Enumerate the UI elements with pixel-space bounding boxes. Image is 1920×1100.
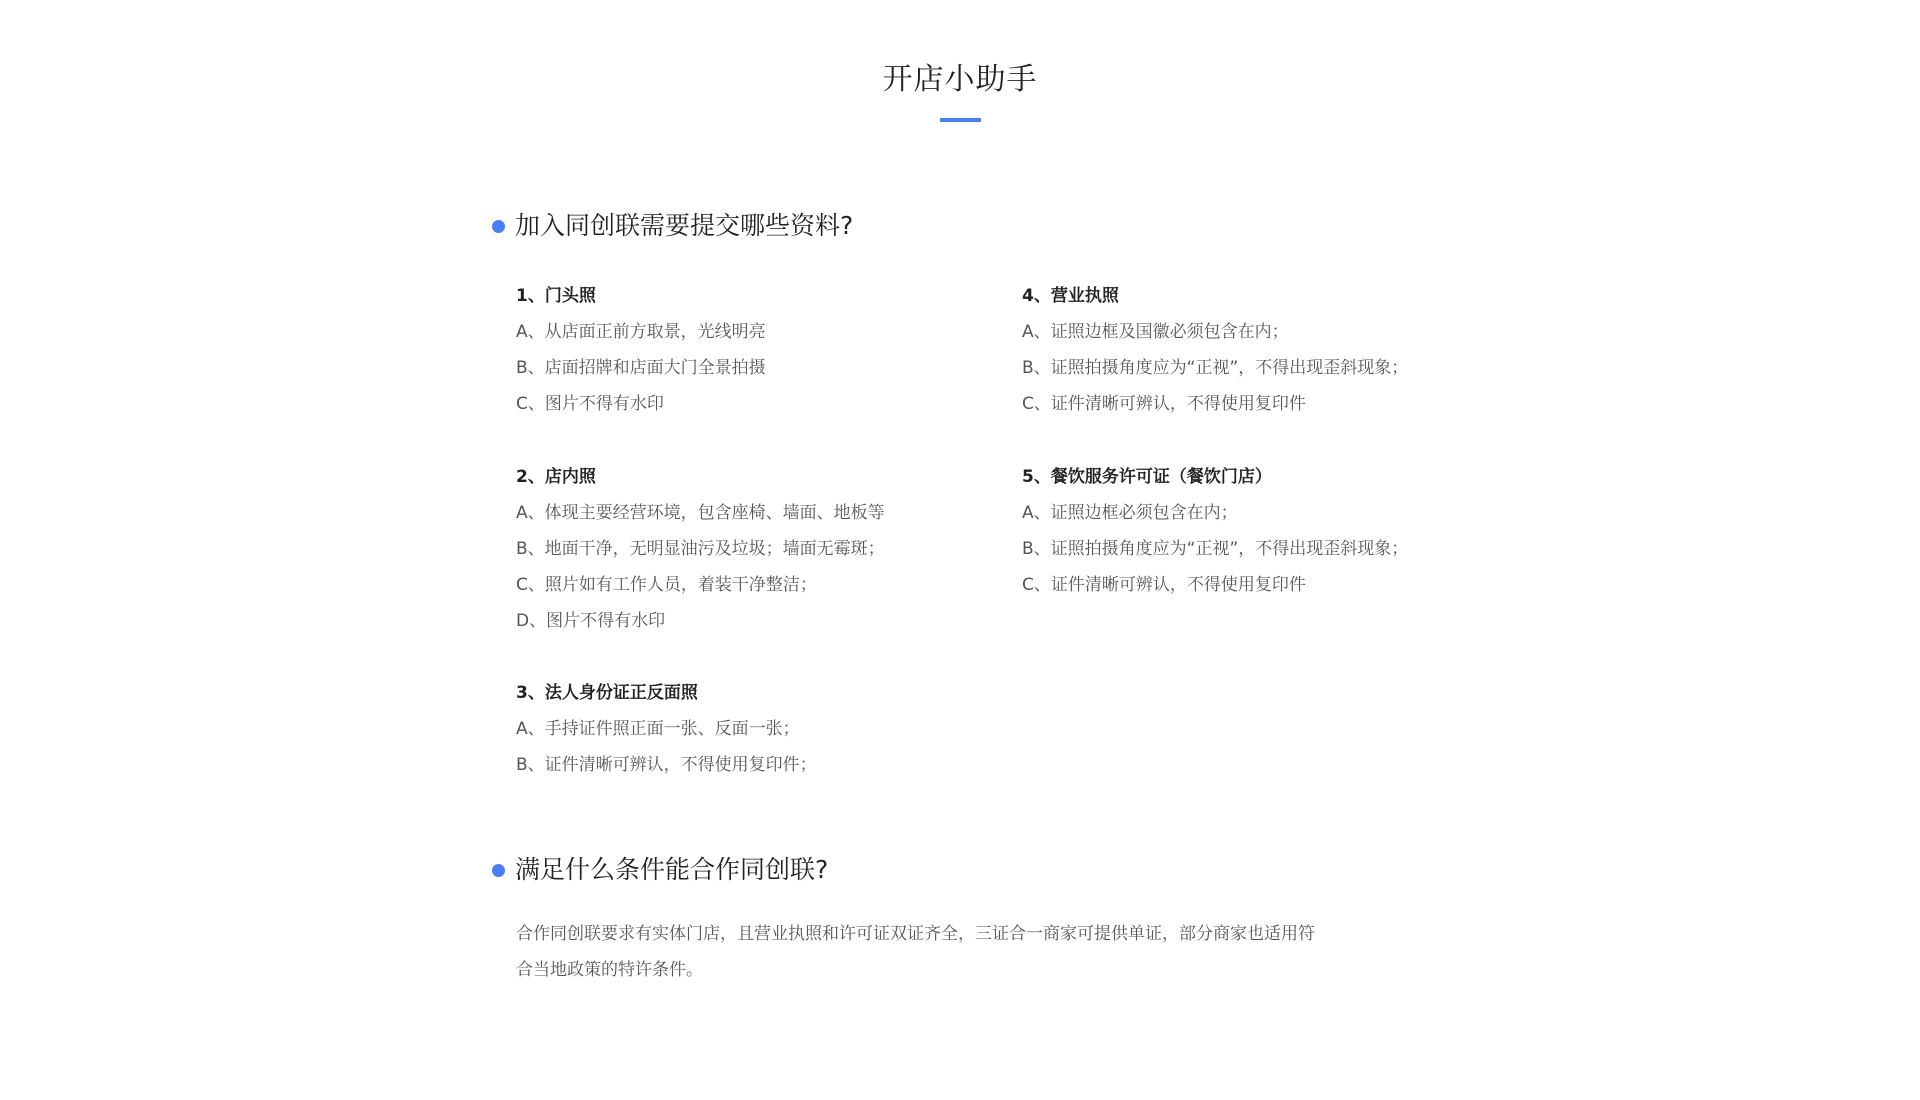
list-item: B、证件清晰可辨认，不得使用复印件； (516, 755, 817, 775)
list-item: A、证照边框及国徽必须包含在内； (1022, 322, 1289, 342)
group-storefront-photo (516, 285, 996, 429)
paragraph-line: 合当地政策的特许条件。 (516, 960, 703, 980)
page-title: 开店小助手 (882, 62, 1038, 97)
bullet-dot-icon (492, 220, 505, 233)
section-heading-text: 加入同创联需要提交哪些资料? (515, 211, 854, 240)
list-item: B、地面干净，无明显油污及垃圾；墙面无霉斑； (516, 539, 885, 559)
section-heading-text: 满足什么条件能合作同创联? (515, 855, 829, 884)
group-title: 4、营业执照 (1022, 286, 1119, 306)
section-heading-materials (492, 208, 853, 244)
group-title: 1、门头照 (516, 286, 596, 306)
group-interior-photo (516, 466, 996, 646)
title-underline (940, 118, 981, 122)
list-item: A、体现主要经营环境，包含座椅、墙面、地板等 (516, 503, 885, 523)
bullet-dot-icon (492, 864, 505, 877)
section-heading-conditions (492, 852, 828, 888)
list-item: C、照片如有工作人员，着装干净整洁； (516, 575, 817, 595)
group-title: 5、餐饮服务许可证（餐饮门店） (1022, 467, 1272, 487)
list-item: D、图片不得有水印 (516, 611, 666, 631)
list-item: B、证照拍摄角度应为“正视”，不得出现歪斜现象； (1022, 358, 1409, 378)
list-item: B、店面招牌和店面大门全景拍摄 (516, 358, 766, 378)
paragraph-line: 合作同创联要求有实体门店，且营业执照和许可证双证齐全，三证合一商家可提供单证，部分商家也适用符 (516, 924, 1315, 944)
list-item: C、证件清晰可辨认，不得使用复印件 (1022, 394, 1306, 414)
list-item: C、证件清晰可辨认，不得使用复印件 (1022, 575, 1306, 595)
group-id-card-photo (516, 682, 996, 790)
list-item: A、手持证件照正面一张、反面一张； (516, 719, 800, 739)
conditions-paragraph (516, 916, 1376, 988)
group-title: 3、法人身份证正反面照 (516, 683, 698, 703)
group-food-service-permit (1022, 466, 1502, 610)
group-title: 2、店内照 (516, 467, 596, 487)
list-item: A、证照边框必须包含在内； (1022, 503, 1238, 523)
group-business-license (1022, 285, 1502, 429)
list-item: B、证照拍摄角度应为“正视”，不得出现歪斜现象； (1022, 539, 1409, 559)
list-item: A、从店面正前方取景，光线明亮 (516, 322, 766, 342)
list-item: C、图片不得有水印 (516, 394, 664, 414)
